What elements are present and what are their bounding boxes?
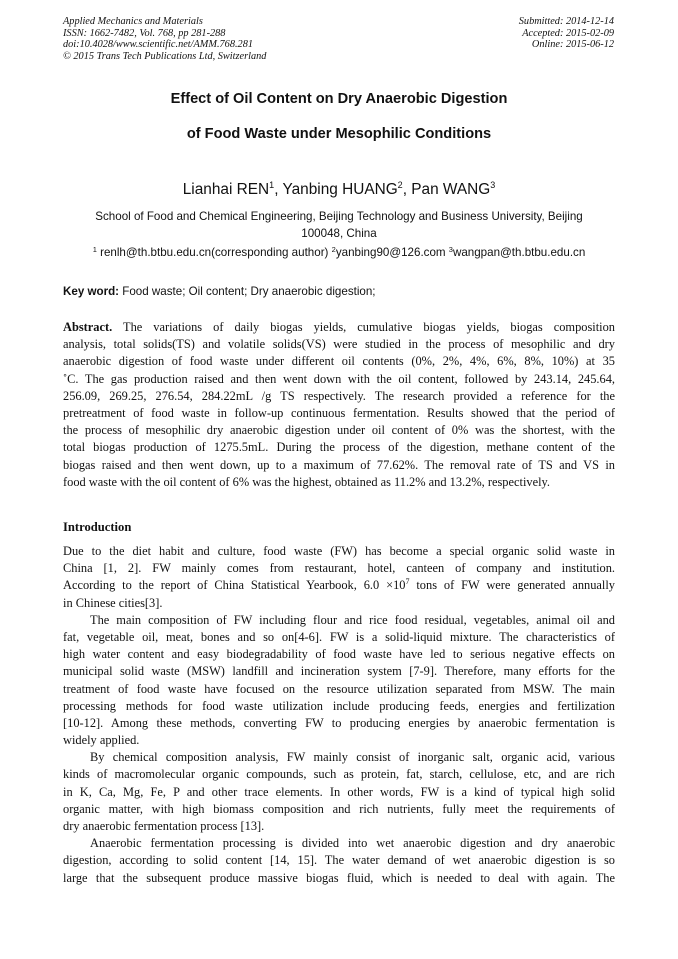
abstract-line: food waste with the oil content of 6% was the highest, obtained as 11.2% and 13.2%, respectively. xyxy=(63,474,551,489)
keywords xyxy=(63,285,376,298)
paragraph-line: China [1, 2]. FW mainly comes from restaurant, hotel, canteen of company and institution. xyxy=(63,561,615,576)
paragraph-text: tons of FW were generated annually xyxy=(409,578,615,593)
journal-name: Applied Mechanics and Materials xyxy=(63,16,203,27)
paragraph-line: organic matter, with high biomass composition and rich nutrients, fully meet the requirements of xyxy=(63,801,615,816)
journal-info xyxy=(63,16,266,62)
online-date: Online: 2015-06-12 xyxy=(531,39,614,51)
author-separator: , xyxy=(402,181,412,198)
email-mark: 3 xyxy=(448,245,453,254)
abstract-label: Abstract. xyxy=(63,320,113,334)
abstract-line: 256.09, 269.25, 276.54, 284.22mL /g TS respectively. The research provided a reference for the xyxy=(63,388,615,403)
journal-issn: ISSN: 1662-7482, Vol. 768, pp 281-288 xyxy=(63,27,226,39)
paragraph-line: in K, Ca, Mg, Fe, P and other trace elements. In other words, FW is a kind of typical high solid xyxy=(63,784,615,799)
paragraph-line: kinds of macromolecular organic compounds, such as protein, fat, starch, cellulose, etc, and are rich xyxy=(63,767,615,782)
email-link: renlh@th.btbu.edu.cn(corresponding author) xyxy=(96,246,332,259)
journal-doi: doi:10.4028/www.scientific.net/AMM.768.281 xyxy=(63,39,253,51)
paragraph-line: widely applied. xyxy=(63,733,140,748)
paragraph-line: municipal solid waste (MSW) landfill and incineration system [7-9]. Therefore, many efforts for the xyxy=(63,664,615,679)
abstract-line: ˚C. The gas production raised and then went down with the oil content, followed by 243.14, 245.64, xyxy=(63,371,615,386)
author-affiliation-mark: 3 xyxy=(490,180,496,190)
abstract-line: biogas raised and then went down, up to a maximum of 77.62%. The removal rate of TS and VS in xyxy=(63,457,615,472)
paper-title-line-2: of Food Waste under Mesophilic Conditions xyxy=(186,126,492,142)
paragraph-line: [10-12]. Among these methods, converting FW to producing energies by anaerobic fermentation is xyxy=(63,715,615,730)
keywords-label: Key word: xyxy=(63,285,120,298)
author-emails xyxy=(0,245,678,259)
journal-copyright: © 2015 Trans Tech Publications Ltd, Switzerland xyxy=(63,50,267,62)
affiliation-line-2: 100048, China xyxy=(301,227,377,240)
email-mark: 2 xyxy=(331,245,336,254)
author-list xyxy=(0,180,678,199)
author-name: Pan WANG xyxy=(411,181,491,198)
paragraph-line: dry anaerobic fermentation process [13]. xyxy=(63,819,265,833)
affiliation-line-1: School of Food and Chemical Engineering, Beijing Technology and Business University, Beijing xyxy=(95,210,583,223)
introduction-body xyxy=(63,543,615,887)
paragraph-line: high water content and easy biodegradability of food waste have led to serious negative effects on xyxy=(63,647,615,662)
publication-dates xyxy=(519,16,614,51)
paragraph-text: According to the report of China Statistical Yearbook, 6.0 ×10 xyxy=(63,578,406,593)
paragraph-line: in Chinese cities[3]. xyxy=(63,595,163,610)
paragraph-line: Anaerobic fermentation processing is divided into wet anaerobic digestion and dry anaerobic xyxy=(90,836,615,851)
paragraph-line xyxy=(63,577,615,594)
paragraph-line: The main composition of FW including flour and rice food residual, vegetables, animal oil and xyxy=(90,612,615,627)
author-name: Yanbing HUANG xyxy=(282,181,398,198)
email-mark: 1 xyxy=(92,245,97,254)
abstract-line: total biogas production of 1275.5mL. During the process of the digestion, methane content of the xyxy=(63,440,615,455)
accepted-date: Accepted: 2015-02-09 xyxy=(522,27,614,39)
section-heading-introduction: Introduction xyxy=(63,520,132,534)
abstract-line xyxy=(63,319,615,336)
paragraph-line: By chemical composition analysis, FW mainly consist of inorganic salt, organic acid, various xyxy=(90,750,615,765)
paragraph-line: Due to the diet habit and culture, food waste (FW) has become a special organic solid waste in xyxy=(63,544,615,558)
paragraph-line: digestion, according to solid content [14, 15]. The water demand of wet anaerobic digestion is so xyxy=(63,853,615,868)
author-name: Lianhai REN xyxy=(182,181,270,198)
abstract xyxy=(63,319,615,491)
author-separator: , xyxy=(274,181,283,198)
author-affiliation-mark: 2 xyxy=(397,180,403,190)
abstract-line: the process of mesophilic dry anaerobic digestion under oil content of 0% was the shortest, with the xyxy=(63,423,615,438)
email-link: yanbing90@126.com xyxy=(335,246,449,259)
paragraph-line: treatment of food waste have focused on the resource utilization separated from MSW. The main xyxy=(63,681,615,696)
exponent: 7 xyxy=(405,577,410,587)
abstract-line: pretreatment of food waste in follow-up continuous fermentation. Results showed that the period of xyxy=(63,405,615,420)
abstract-line: anaerobic digestion of food waste under different oil contents (0%, 2%, 4%, 6%, 8%, 10%) at 35 xyxy=(63,354,615,369)
keywords-text: Food waste; Oil content; Dry anaerobic digestion; xyxy=(119,285,376,298)
abstract-line: analysis, total solids(TS) and volatile solids(VS) were studied in the process of mesophilic and dry xyxy=(63,337,615,352)
paragraph-line: processing methods for food waste utilization include producing feeds, energies and fertilization xyxy=(63,698,615,713)
paper-title-line-1: Effect of Oil Content on Dry Anaerobic Digestion xyxy=(170,91,508,107)
submitted-date: Submitted: 2014-12-14 xyxy=(518,16,614,27)
author-affiliation-mark: 1 xyxy=(269,180,275,190)
paragraph-line: fat, vegetable oil, meat, bones and so on[4-6]. FW is a solid-liquid mixture. The characteristics of xyxy=(63,629,615,644)
abstract-text: The variations of daily biogas yields, cumulative biogas yields, biogas composition xyxy=(112,320,615,334)
paragraph-line: large that the subsequent produce massive biogas fluid, which is needed to deal with again. The xyxy=(63,870,615,885)
email-link: wangpan@th.btbu.edu.cn xyxy=(452,246,586,259)
